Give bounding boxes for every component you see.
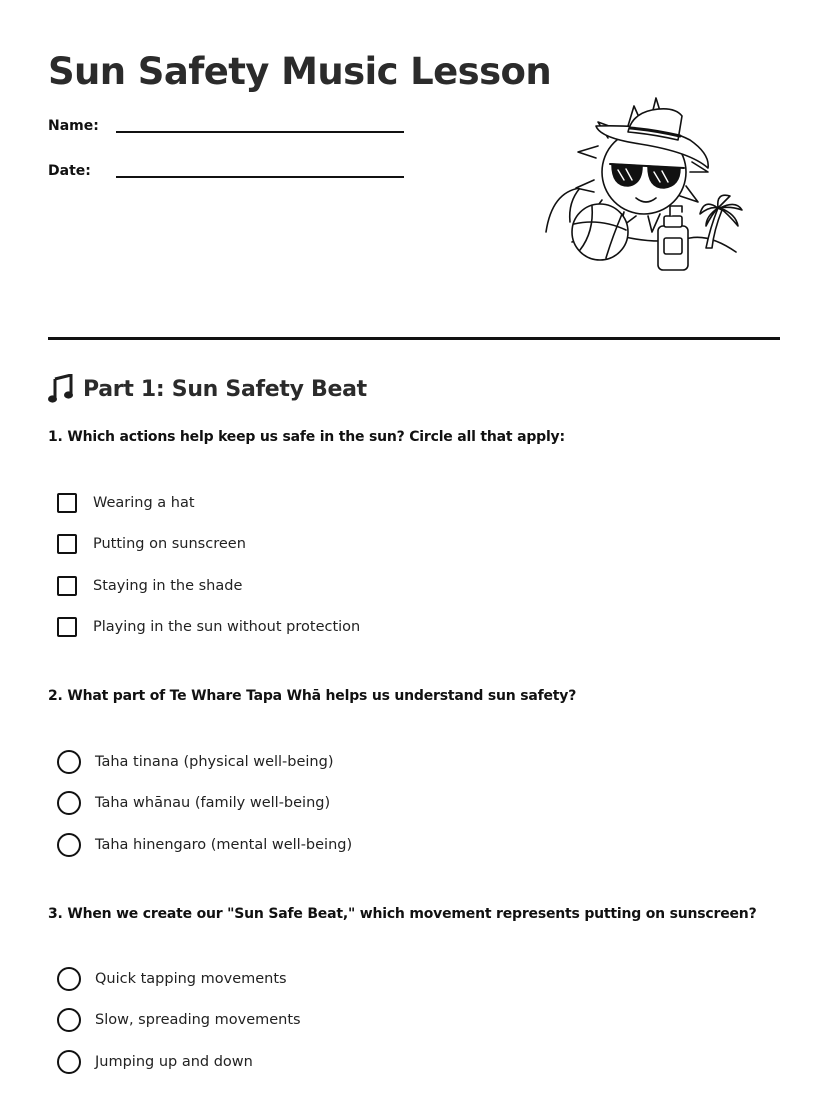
beach-ball-icon: [572, 204, 628, 260]
option-label: Taha hinengaro (mental well-being): [95, 837, 353, 853]
question-2: 2. What part of Te Whare Tapa Whā helps us understand sun safety?: [48, 688, 577, 704]
q1-option-1[interactable]: [57, 490, 195, 516]
q1-option-2[interactable]: [57, 531, 246, 557]
q1-option-4[interactable]: [57, 614, 360, 640]
sun-beach-illustration: [540, 92, 752, 276]
radio-button[interactable]: [57, 750, 81, 774]
q1-option-3[interactable]: [57, 573, 242, 599]
option-label: Quick tapping movements: [95, 971, 287, 987]
part1-heading: [48, 372, 367, 406]
name-field[interactable]: [48, 118, 408, 146]
radio-button[interactable]: [57, 967, 81, 991]
q2-option-2[interactable]: [57, 790, 330, 816]
name-label: Name:: [48, 118, 99, 134]
checkbox[interactable]: [57, 493, 77, 513]
q3-option-2[interactable]: [57, 1007, 301, 1033]
q3-option-1[interactable]: [57, 966, 287, 992]
date-line[interactable]: [116, 176, 404, 178]
radio-button[interactable]: [57, 1050, 81, 1074]
palm-tree-icon: [700, 195, 742, 248]
option-label: Putting on sunscreen: [93, 536, 246, 552]
page-title: Sun Safety Music Lesson: [48, 50, 552, 93]
part1-title: Part 1: Sun Safety Beat: [83, 376, 367, 402]
music-note-icon: [48, 374, 74, 404]
option-label: Staying in the shade: [93, 578, 243, 594]
sunscreen-bottle-icon: [658, 206, 688, 270]
option-label: Jumping up and down: [95, 1054, 253, 1070]
option-label: Playing in the sun without protection: [93, 619, 361, 635]
option-label: Taha whānau (family well-being): [95, 795, 331, 811]
date-field[interactable]: [48, 163, 408, 191]
section-divider: [48, 337, 780, 340]
question-1: 1. Which actions help keep us safe in the sun? Circle all that apply:: [48, 429, 565, 445]
question-3: 3. When we create our "Sun Safe Beat," which movement represents putting on sunscreen?: [48, 906, 757, 922]
option-label: Taha tinana (physical well-being): [95, 754, 334, 770]
option-label: Slow, spreading movements: [95, 1012, 301, 1028]
checkbox[interactable]: [57, 617, 77, 637]
checkbox[interactable]: [57, 534, 77, 554]
radio-button[interactable]: [57, 833, 81, 857]
q2-option-1[interactable]: [57, 749, 334, 775]
q2-option-3[interactable]: [57, 832, 352, 858]
name-line[interactable]: [116, 131, 404, 133]
checkbox[interactable]: [57, 576, 77, 596]
radio-button[interactable]: [57, 1008, 81, 1032]
date-label: Date:: [48, 163, 91, 179]
q3-option-3[interactable]: [57, 1049, 253, 1075]
option-label: Wearing a hat: [93, 495, 195, 511]
radio-button[interactable]: [57, 791, 81, 815]
